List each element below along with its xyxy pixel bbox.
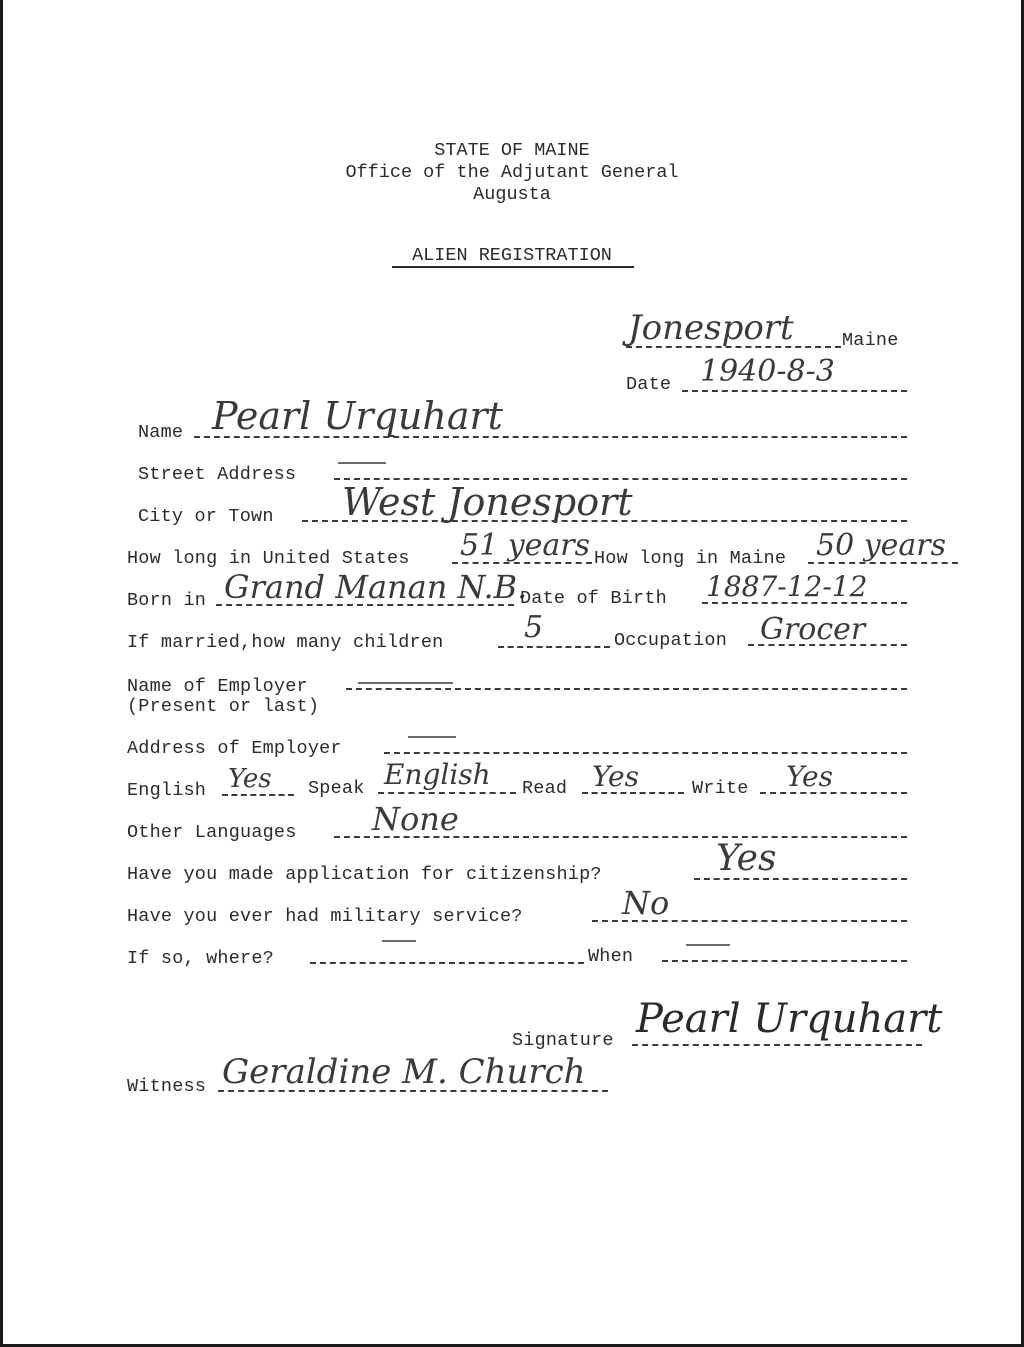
citizenship-label: Have you made application for citizenship? bbox=[127, 864, 602, 885]
military-label: Have you ever had military service? bbox=[127, 906, 523, 927]
employer-sub-label: (Present or last) bbox=[127, 696, 320, 717]
where-line bbox=[310, 962, 584, 964]
other-languages-value: None bbox=[372, 800, 459, 838]
years-maine-value: 50 years bbox=[816, 528, 947, 563]
signature-line bbox=[632, 1044, 922, 1046]
when-label: When bbox=[588, 946, 634, 967]
town-value: Jonesport bbox=[628, 308, 794, 348]
employer-line bbox=[346, 688, 907, 690]
name-label: Name bbox=[138, 422, 184, 443]
witness-label: Witness bbox=[127, 1076, 207, 1097]
signature-value: Pearl Urquhart bbox=[636, 996, 943, 1042]
city-heading: Augusta bbox=[473, 184, 551, 205]
english-line bbox=[222, 794, 294, 796]
state-heading: STATE OF MAINE bbox=[434, 140, 590, 161]
witness-value: Geraldine M. Church bbox=[222, 1052, 586, 1092]
how-long-maine-label: How long in Maine bbox=[594, 548, 787, 569]
employer-label: Name of Employer bbox=[127, 676, 308, 697]
occupation-value: Grocer bbox=[760, 612, 866, 647]
where-label: If so, where? bbox=[127, 948, 274, 969]
how-long-us-label: How long in United States bbox=[127, 548, 410, 569]
children-line bbox=[498, 646, 610, 648]
other-languages-label: Other Languages bbox=[127, 822, 297, 843]
city-value: West Jonesport bbox=[342, 480, 633, 524]
town-state-label: Maine bbox=[842, 330, 899, 351]
employer-address-line bbox=[384, 752, 907, 754]
children-label: If married,how many children bbox=[127, 632, 444, 653]
born-label: Born in bbox=[127, 590, 207, 611]
born-value: Grand Manan N.B. bbox=[224, 568, 528, 606]
when-line bbox=[662, 960, 907, 962]
english-label: English bbox=[127, 780, 207, 801]
dob-label: Date of Birth bbox=[520, 588, 667, 609]
signature-label: Signature bbox=[512, 1030, 614, 1051]
read-value: Yes bbox=[592, 760, 639, 793]
speak-line bbox=[378, 792, 516, 794]
date-label: Date bbox=[626, 374, 672, 395]
street-blank-mark bbox=[338, 462, 386, 464]
employer-address-blank-mark bbox=[408, 736, 456, 738]
dob-value: 1887-12-12 bbox=[706, 570, 868, 603]
form-title: ALIEN REGISTRATION bbox=[412, 245, 612, 266]
speak-value: English bbox=[384, 758, 491, 791]
date-value: 1940-8-3 bbox=[700, 354, 835, 389]
years-us-value: 51 years bbox=[460, 528, 591, 563]
office-heading: Office of the Adjutant General bbox=[345, 162, 679, 183]
city-label: City or Town bbox=[138, 506, 274, 527]
write-value: Yes bbox=[786, 760, 833, 793]
date-line bbox=[682, 390, 907, 392]
english-value: Yes bbox=[228, 764, 272, 794]
military-value: No bbox=[622, 884, 670, 922]
read-label: Read bbox=[522, 778, 568, 799]
name-value: Pearl Urquhart bbox=[212, 394, 503, 438]
title-underline bbox=[392, 266, 634, 268]
children-value: 5 bbox=[524, 610, 544, 645]
citizenship-value: Yes bbox=[716, 838, 777, 879]
write-line bbox=[760, 792, 907, 794]
where-blank-mark bbox=[382, 940, 416, 942]
when-blank-mark bbox=[686, 944, 730, 946]
employer-blank-mark bbox=[358, 682, 453, 684]
street-label: Street Address bbox=[138, 464, 297, 485]
speak-label: Speak bbox=[308, 778, 365, 799]
write-label: Write bbox=[692, 778, 749, 799]
employer-address-label: Address of Employer bbox=[127, 738, 342, 759]
occupation-label: Occupation bbox=[614, 630, 728, 651]
